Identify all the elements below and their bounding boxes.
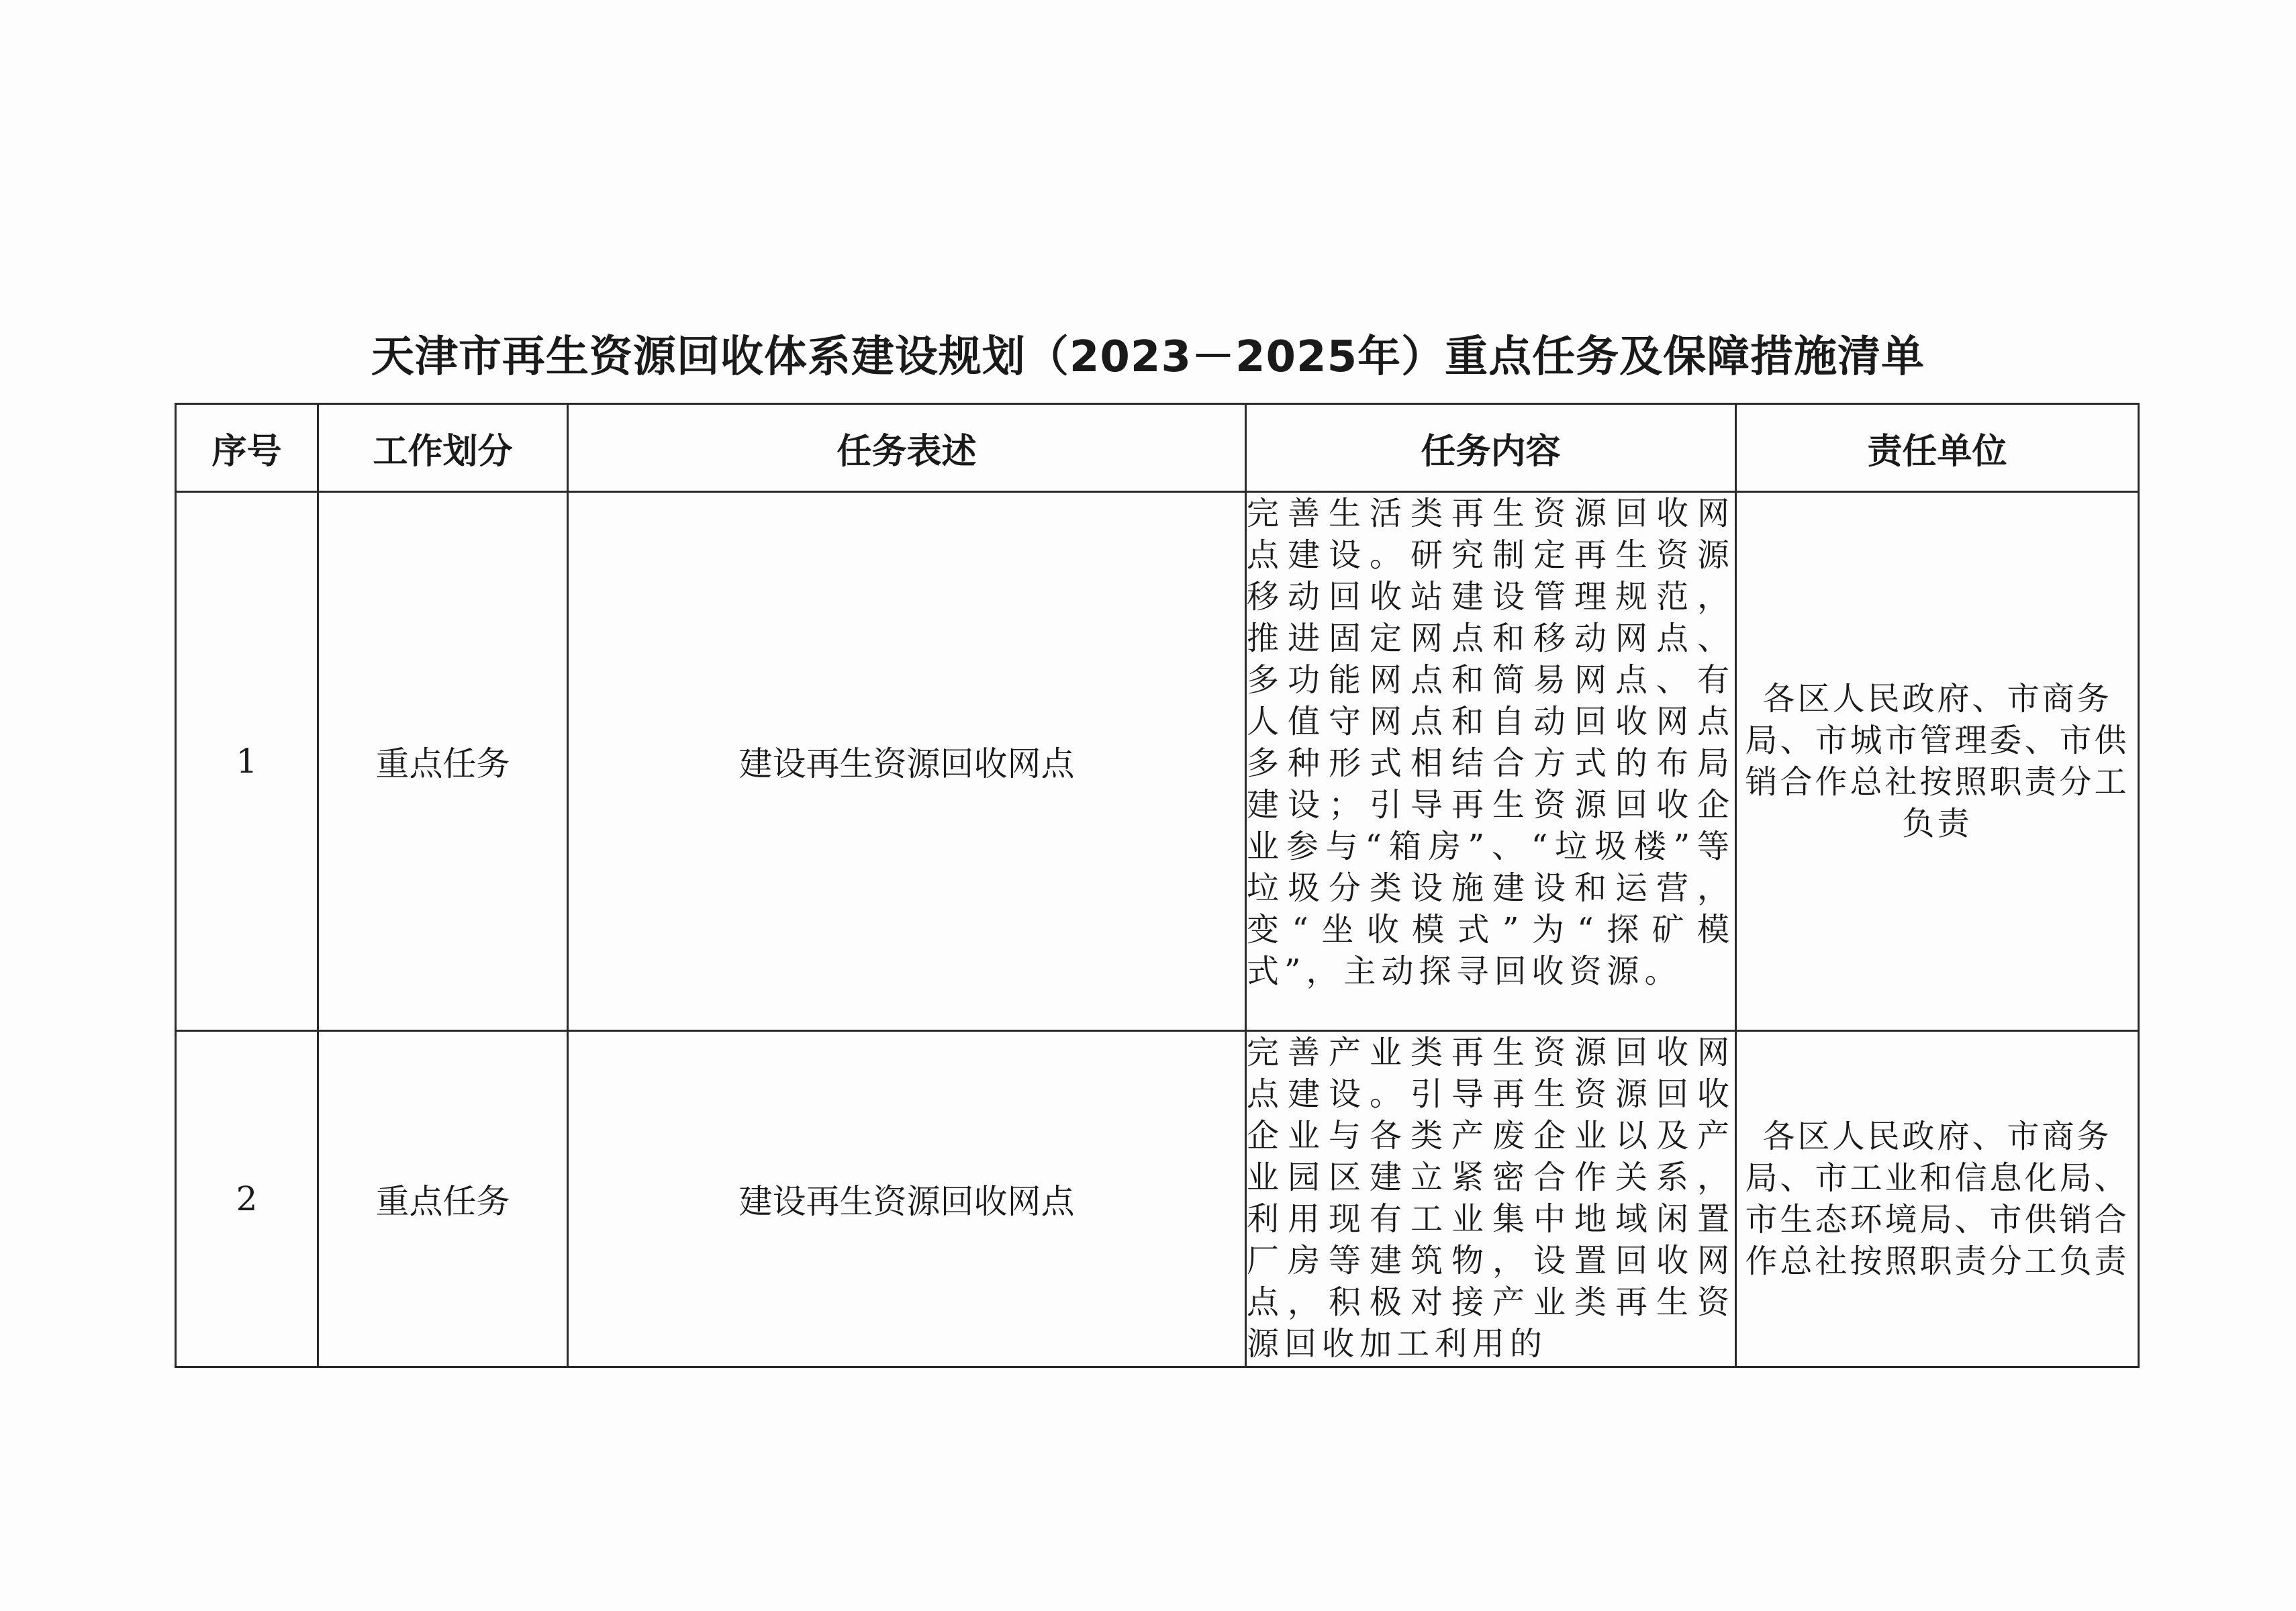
header-responsible: 责任单位 (1736, 404, 2139, 492)
header-content: 任务内容 (1246, 404, 1736, 492)
responsible-text: 各区人民政府、市商务局、市工业和信息化局、市生态环境局、市供销合作总社按照职责分工负责 (1745, 1118, 2130, 1280)
responsible-text: 各区人民政府、市商务局、市城市管理委、市供销合作总社按照职责分工负责 (1745, 680, 2130, 842)
header-description: 任务表述 (568, 404, 1246, 492)
cell-description: 建设再生资源回收网点 (568, 1031, 1246, 1367)
cell-category: 重点任务 (318, 1031, 568, 1367)
cell-category: 重点任务 (318, 492, 568, 1031)
content-text: 完善产业类再生资源回收网点建设。引导再生资源回收企业与各类产废企业以及产业园区建立紧密合作关系，利用现有工业集中地域闲置厂房等建筑物，设置回收网点，积极对接产业类再生资源回收加工利用的 (1247, 1034, 1735, 1363)
table-header-row (176, 404, 2139, 492)
header-category: 工作划分 (318, 404, 568, 492)
cell-responsible (1736, 492, 2139, 1031)
cell-content (1246, 492, 1736, 1031)
cell-description: 建设再生资源回收网点 (568, 492, 1246, 1031)
content-clip (1247, 1032, 1735, 1366)
content-text: 完善生活类再生资源回收网点建设。研究制定再生资源移动回收站建设管理规范，推进固定网点和移动网点、多功能网点和简易网点、有人值守网点和自动回收网点多种形式相结合方式的布局建设；引导再生资源回收企业参与“箱房”、“垃圾楼”等垃圾分类设施建设和运营，变“坐收模式”为“探矿模式”，主动探寻回收资源。 (1247, 495, 1735, 990)
cell-content (1246, 1031, 1736, 1367)
cell-responsible (1736, 1031, 2139, 1367)
task-table (175, 403, 2140, 1368)
table-row (176, 1031, 2139, 1367)
cell-seq: 2 (176, 1031, 318, 1367)
cell-seq: 1 (176, 492, 318, 1031)
document-title: 天津市再生资源回收体系建设规划（2023－2025年）重点任务及保障措施清单 (371, 332, 1925, 382)
table-row (176, 492, 2139, 1031)
content-clip (1247, 493, 1735, 1030)
header-seq: 序号 (176, 404, 318, 492)
